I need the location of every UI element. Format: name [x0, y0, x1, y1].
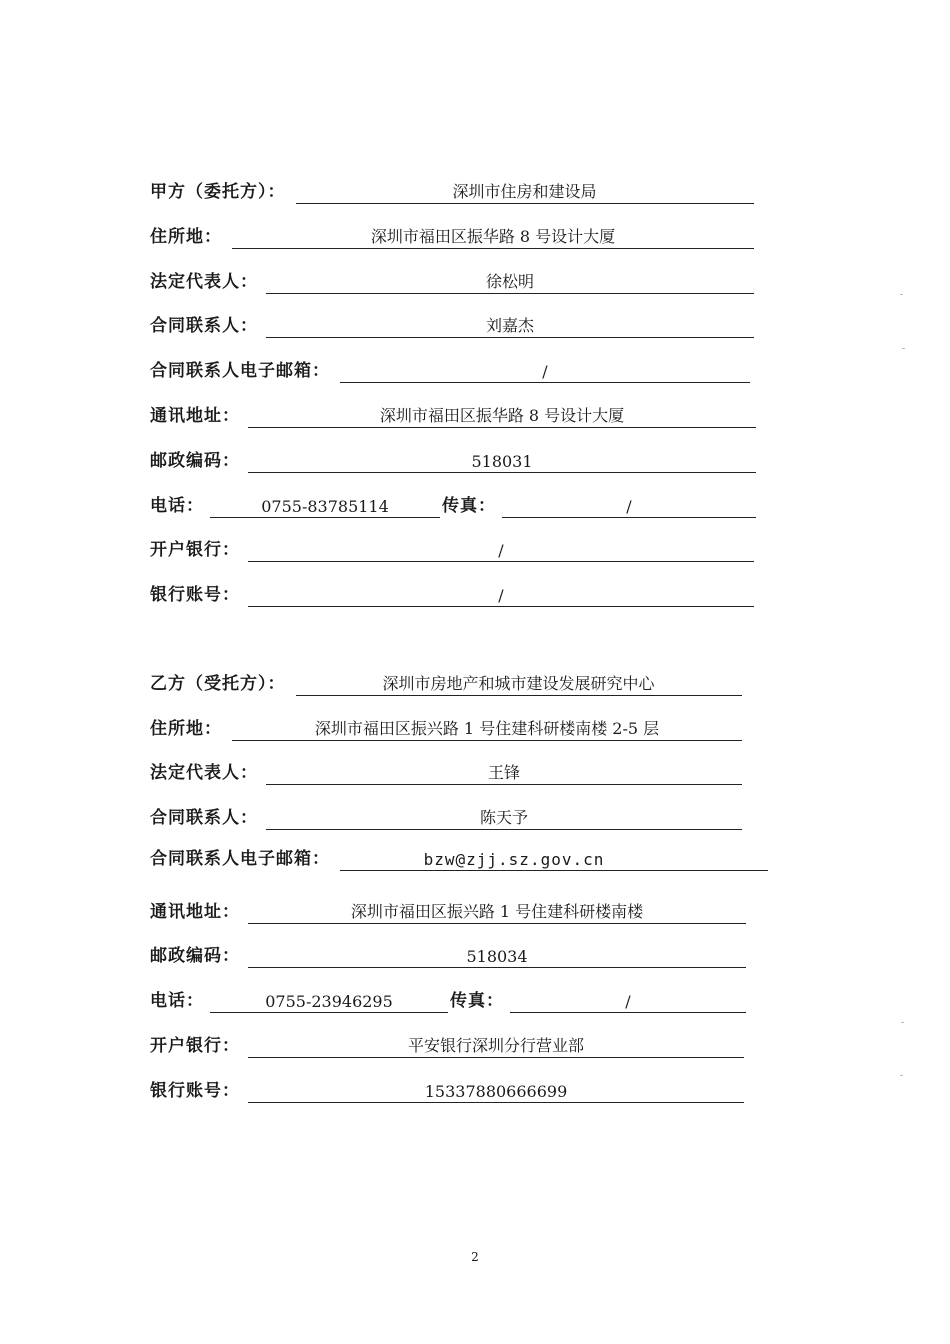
party-a-bank-value: / — [498, 541, 504, 560]
party-a-phone-value: 0755-83785114 — [261, 497, 389, 516]
party-a-row — [150, 180, 754, 204]
party-b-address-row — [150, 717, 742, 741]
party-a-fax-field — [502, 495, 756, 518]
scan-speck — [900, 294, 903, 295]
party-b-account-field — [248, 1080, 744, 1103]
party-a-mail-address-row — [150, 404, 756, 428]
party-b-legal-rep-value: 王锋 — [487, 763, 520, 782]
party-b-postcode-label: 邮政编码： — [150, 946, 240, 966]
party-b-account-row — [150, 1079, 744, 1103]
party-b-address-value: 深圳市福田区振兴路 1 号住建科研楼南楼 2-5 层 — [314, 719, 660, 738]
party-a-postcode-value: 518031 — [471, 452, 533, 471]
party-a-account-value: / — [498, 586, 504, 605]
party-b-label: 乙方（受托方）： — [150, 674, 286, 694]
party-a-email-label: 合同联系人电子邮箱： — [150, 361, 330, 381]
party-b-contact-value: 陈天予 — [479, 808, 528, 827]
party-b-email-value: bzw@zjj.sz.gov.cn — [423, 850, 605, 869]
party-a-address-field — [232, 226, 754, 249]
party-a-bank-row — [150, 538, 754, 562]
party-a-legal-rep-row — [150, 270, 754, 294]
party-b-address-field — [232, 718, 742, 741]
party-b-fax-label: 传真： — [450, 991, 504, 1011]
party-a-contact-row — [150, 314, 754, 338]
party-b-fax-field — [510, 990, 746, 1013]
party-a-account-row — [150, 583, 754, 607]
party-a-address-value: 深圳市福田区振华路 8 号设计大厦 — [370, 227, 616, 246]
party-a-account-label: 银行账号： — [150, 585, 240, 605]
party-a-email-value: / — [542, 362, 548, 381]
party-a-value: 深圳市住房和建设局 — [452, 182, 597, 201]
party-a-legal-rep-value: 徐松明 — [485, 272, 534, 291]
party-a-bank-field — [248, 539, 754, 562]
party-a-fax-label: 传真： — [442, 496, 496, 516]
party-b-postcode-field — [248, 945, 746, 968]
party-b-field — [296, 673, 742, 696]
party-b-bank-label: 开户银行： — [150, 1036, 240, 1056]
party-a-legal-rep-field — [266, 271, 754, 294]
party-a-address-label: 住所地： — [150, 227, 222, 247]
party-b-phone-row — [150, 989, 746, 1013]
party-a-mail-address-field — [248, 405, 756, 428]
party-b-contact-label: 合同联系人： — [150, 808, 258, 828]
party-a-address-row — [150, 225, 754, 249]
page-number: 2 — [471, 1250, 479, 1264]
party-a-phone-label: 电话： — [150, 496, 204, 516]
party-a-phone-row — [150, 494, 756, 518]
scan-speck — [900, 1075, 903, 1076]
party-b-account-value: 15337880666699 — [424, 1082, 568, 1101]
party-b-postcode-row — [150, 944, 746, 968]
party-a-mail-address-label: 通讯地址： — [150, 406, 240, 426]
party-b-legal-rep-field — [266, 762, 742, 785]
party-a-field — [296, 181, 754, 204]
party-b-mail-address-row — [150, 900, 746, 924]
party-b-phone-field — [210, 990, 448, 1013]
party-b-mail-address-label: 通讯地址： — [150, 902, 240, 922]
party-b-postcode-value: 518034 — [466, 947, 528, 966]
party-a-email-row — [150, 359, 750, 383]
party-a-mail-address-value: 深圳市福田区振华路 8 号设计大厦 — [379, 406, 625, 425]
party-b-fax-value: / — [625, 992, 631, 1011]
party-a-label: 甲方（委托方）： — [150, 182, 286, 202]
party-b-legal-rep-label: 法定代表人： — [150, 763, 258, 783]
scan-speck — [901, 1022, 904, 1023]
party-b-contact-field — [266, 807, 742, 830]
party-a-postcode-label: 邮政编码： — [150, 451, 240, 471]
party-b-value: 深圳市房地产和城市建设发展研究中心 — [382, 674, 655, 693]
party-b-bank-field — [248, 1035, 744, 1058]
party-b-bank-value: 平安银行深圳分行营业部 — [407, 1036, 584, 1055]
party-a-contact-label: 合同联系人： — [150, 316, 258, 336]
party-b-address-label: 住所地： — [150, 719, 222, 739]
party-b-contact-row — [150, 806, 742, 830]
party-b-bank-row — [150, 1034, 744, 1058]
party-b-row — [150, 672, 742, 696]
party-a-contact-field — [266, 315, 754, 338]
party-a-contact-value: 刘嘉杰 — [485, 316, 534, 335]
party-b-phone-value: 0755-23946295 — [265, 992, 393, 1011]
party-a-bank-label: 开户银行： — [150, 540, 240, 560]
party-b-mail-address-field — [248, 901, 746, 924]
party-b-email-label: 合同联系人电子邮箱： — [150, 849, 330, 869]
party-a-fax-value: / — [626, 497, 632, 516]
party-a-account-field — [248, 584, 754, 607]
scan-speck — [902, 348, 905, 349]
party-a-email-field — [340, 360, 750, 383]
party-b-account-label: 银行账号： — [150, 1081, 240, 1101]
party-b-phone-label: 电话： — [150, 991, 204, 1011]
party-b-email-row — [150, 847, 768, 871]
party-a-postcode-field — [248, 450, 756, 473]
party-a-postcode-row — [150, 449, 756, 473]
party-a-legal-rep-label: 法定代表人： — [150, 272, 258, 292]
party-b-email-field — [340, 848, 768, 871]
party-a-phone-field — [210, 495, 440, 518]
party-b-legal-rep-row — [150, 761, 742, 785]
party-b-mail-address-value: 深圳市福田区振兴路 1 号住建科研楼南楼 — [350, 902, 644, 921]
